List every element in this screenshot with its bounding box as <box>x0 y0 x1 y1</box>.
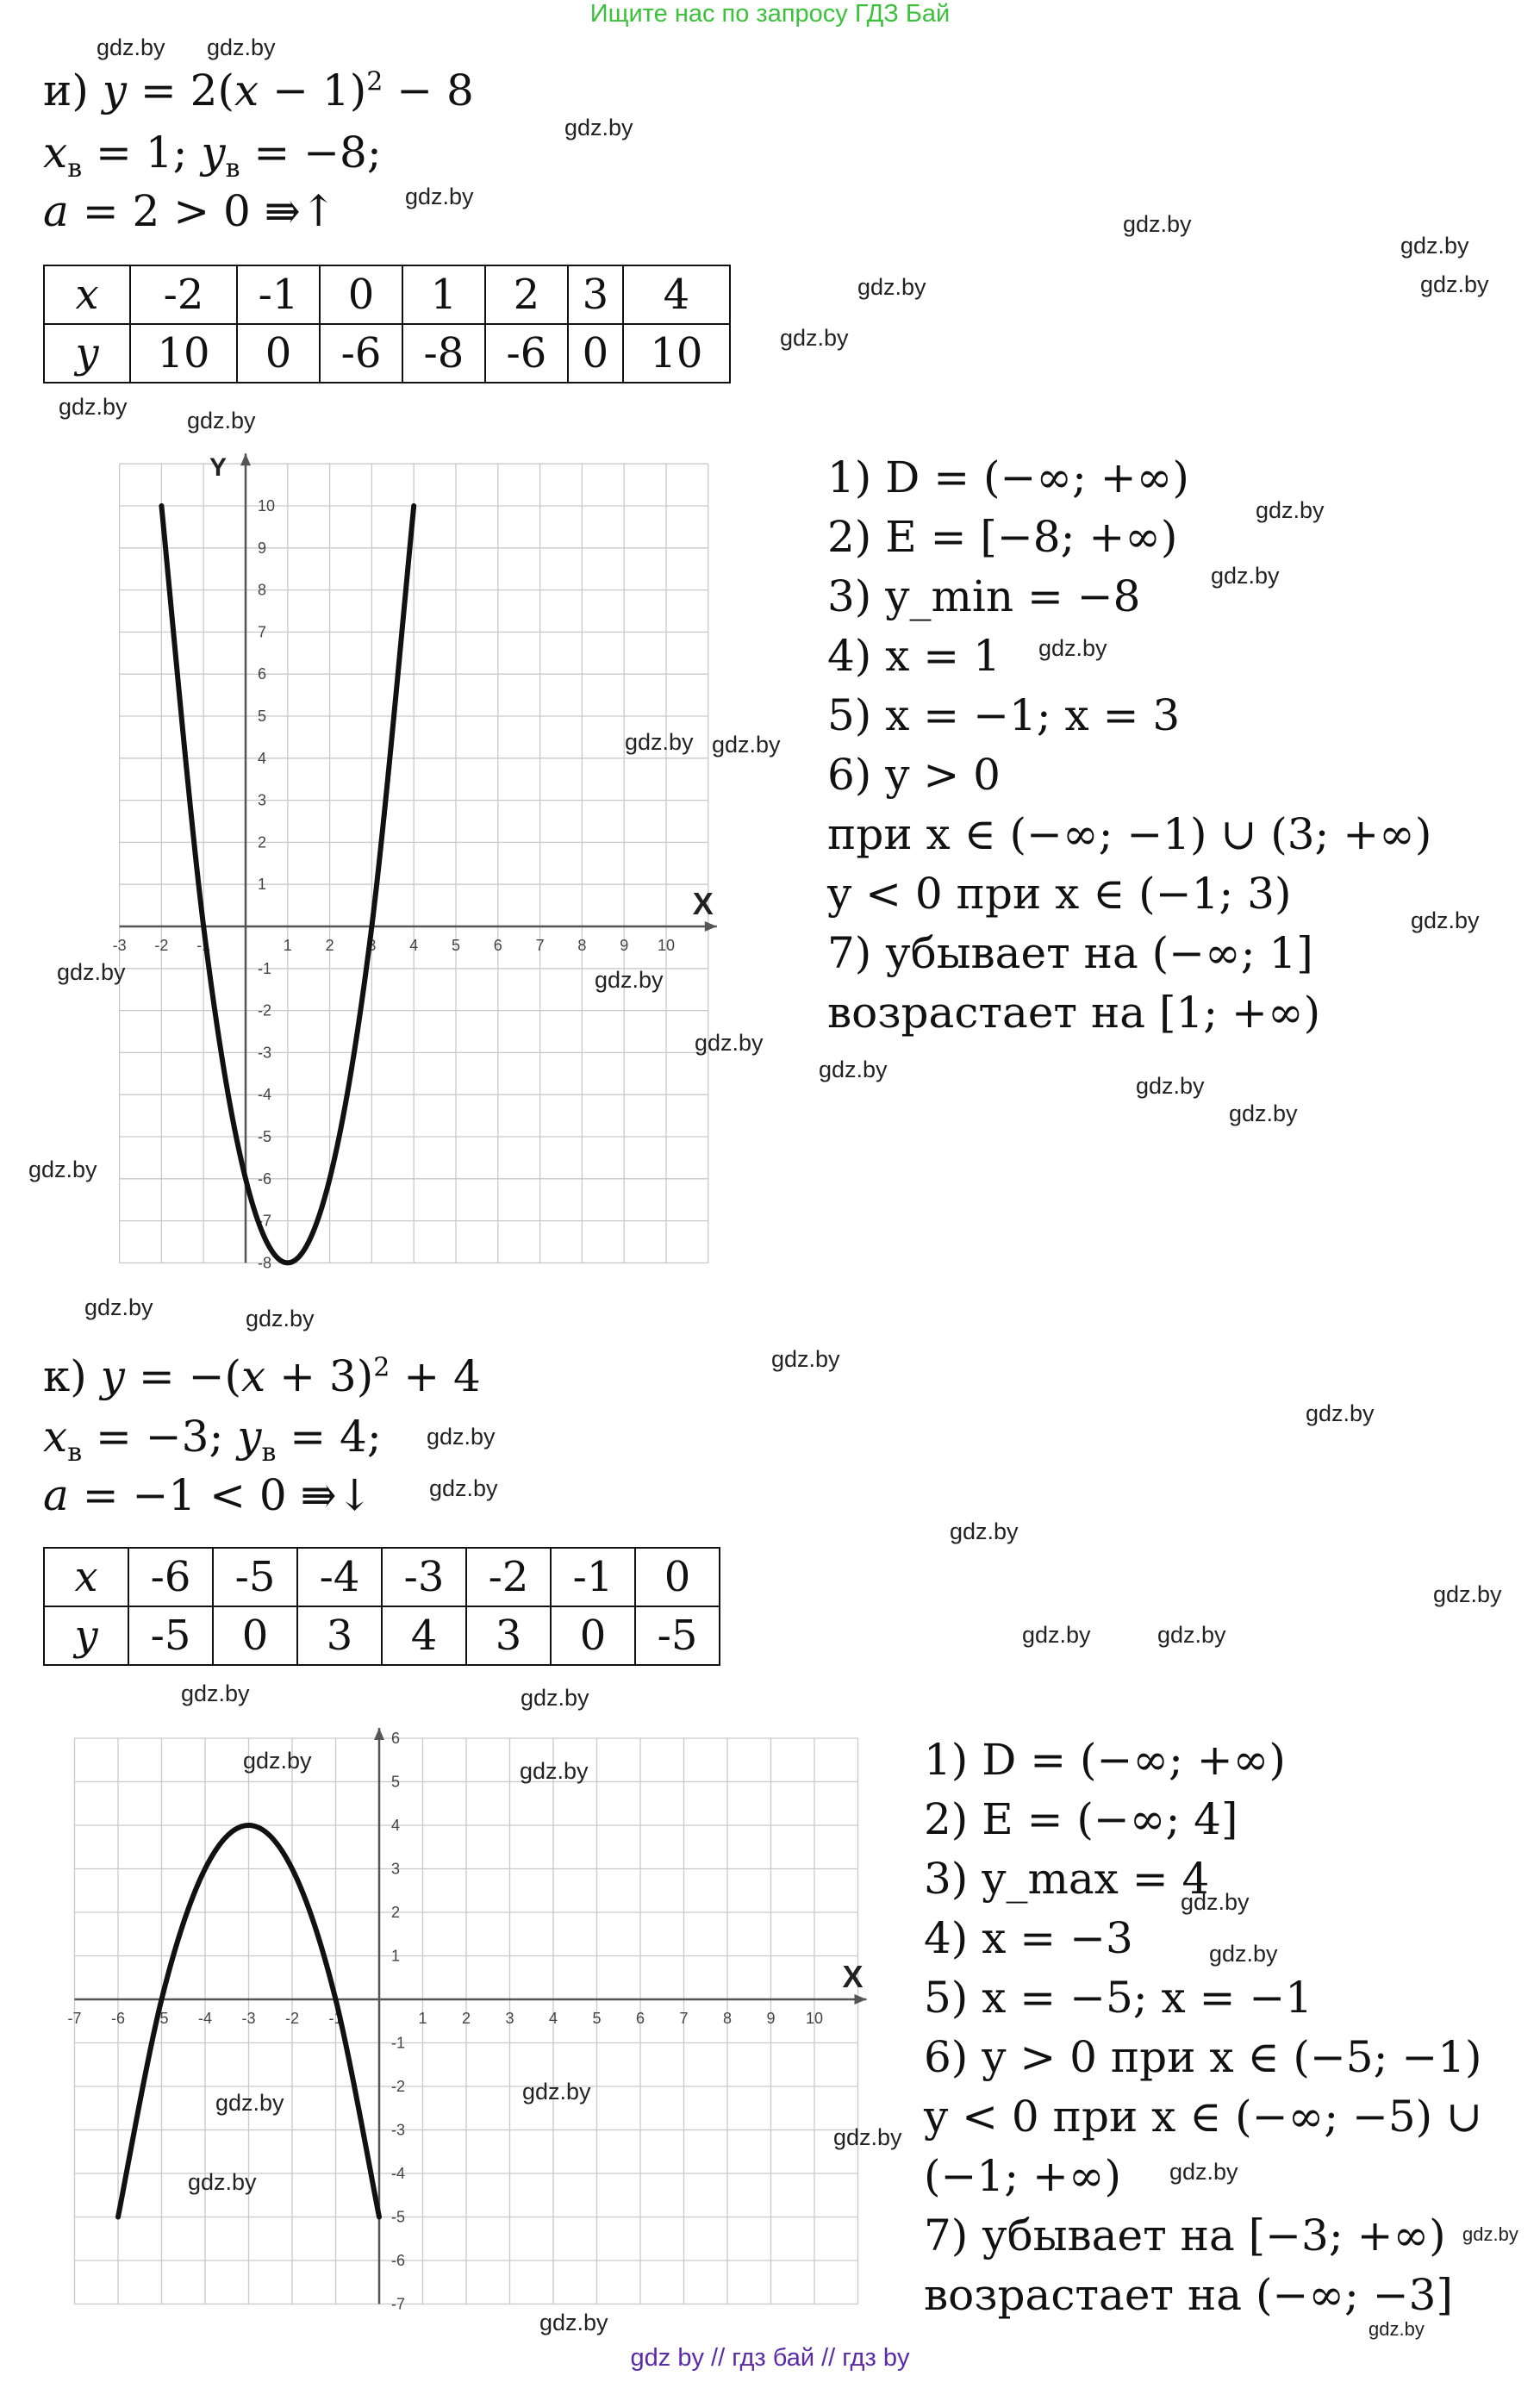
part-i-properties <box>827 448 1431 1043</box>
watermark: gdz.by <box>564 115 633 140</box>
property-line: 2) E = [−8; +∞) <box>827 512 1178 562</box>
y-tick-label: 5 <box>258 708 267 725</box>
y-tick-label: -3 <box>258 1044 272 1062</box>
table-header-x: x <box>44 265 130 324</box>
y-tick-label: 10 <box>258 497 276 514</box>
table-cell: 3 <box>297 1606 382 1665</box>
x-tick-label: 9 <box>620 937 629 954</box>
table-cell: -8 <box>402 324 485 383</box>
y-tick-label: -4 <box>391 2165 406 2182</box>
watermark: gdz.by <box>28 1157 97 1182</box>
table-row-x <box>44 1548 720 1606</box>
y-tick-label: 3 <box>258 791 267 809</box>
table-header-x: x <box>44 1548 128 1606</box>
watermark: gdz.by <box>1433 1581 1502 1607</box>
x-axis-arrow <box>705 921 717 932</box>
x-tick-label: 10 <box>805 2010 824 2027</box>
y-axis-label: Y <box>209 453 228 483</box>
watermark: gdz.by <box>405 184 474 209</box>
watermark: gdz.by <box>950 1518 1019 1544</box>
x-tick-label: -7 <box>67 2010 82 2027</box>
header-banner: Ищите нас по запросу ГДЗ Бай <box>589 0 951 28</box>
x-tick-label: 10 <box>657 937 676 954</box>
part-i-value-table <box>43 265 731 383</box>
property-line: 4) x = 1 <box>827 631 1001 681</box>
x-tick-label: 8 <box>577 937 587 954</box>
y-tick-label: -3 <box>391 2121 406 2139</box>
watermark: gdz.by <box>215 2090 284 2116</box>
y-tick-label: -1 <box>391 2034 406 2052</box>
part-k-properties <box>924 1730 1482 2325</box>
y-tick-label: -7 <box>258 1212 272 1230</box>
watermark: gdz.by <box>1123 211 1192 237</box>
y-tick-label: -1 <box>258 959 272 977</box>
table-cell: 0 <box>568 324 623 383</box>
y-tick-label: -6 <box>391 2252 406 2269</box>
x-tick-label: 1 <box>283 937 292 954</box>
watermark: gdz.by <box>857 274 926 300</box>
y-tick-label: -8 <box>258 1254 272 1272</box>
watermark: gdz.by <box>243 1748 312 1774</box>
table-cell: 10 <box>623 324 730 383</box>
x-tick-label: 6 <box>493 937 502 954</box>
x-tick-label: 7 <box>535 937 545 954</box>
part-i-vertex: $x_в = 1$; $y_в = -8$; <box>43 128 382 184</box>
x-tick-label: 8 <box>722 2010 733 2027</box>
table-cell: 0 <box>551 1606 635 1665</box>
table-cell: -5 <box>213 1548 297 1606</box>
table-cell: 0 <box>635 1548 720 1606</box>
table-header-y: y <box>44 1606 128 1665</box>
table-cell: 0 <box>237 324 320 383</box>
watermark: gdz.by <box>187 408 256 433</box>
y-axis-arrow <box>240 453 251 465</box>
y-tick-label: 5 <box>391 1773 401 1791</box>
table-cell: -5 <box>128 1606 213 1665</box>
watermark: gdz.by <box>1022 1622 1091 1648</box>
y-axis-arrow <box>374 1728 384 1740</box>
x-tick-label: 5 <box>592 2010 602 2027</box>
x-tick-label: -6 <box>110 2010 126 2027</box>
y-tick-label: -2 <box>258 1001 272 1020</box>
y-tick-label: 8 <box>258 581 267 599</box>
part-k-value-table <box>43 1547 720 1666</box>
table-cell: 3 <box>466 1606 551 1665</box>
x-tick-label: -3 <box>241 2010 256 2027</box>
part-i-coefficient: a = 2 > 0 ⇛↑ <box>43 186 337 236</box>
x-tick-label: 5 <box>451 937 461 954</box>
watermark: gdz.by <box>427 1424 496 1450</box>
part-i-equation: и) $y = 2(x - 1)^2 - 8$ <box>43 65 474 115</box>
x-tick-label: 2 <box>325 937 334 954</box>
x-axis-label: X <box>692 886 714 921</box>
table-cell: -6 <box>485 324 568 383</box>
watermark: gdz.by <box>1209 1941 1278 1967</box>
x-tick-label: 7 <box>679 2010 689 2027</box>
part-k-graph <box>52 1724 883 2318</box>
property-line: y < 0 при x ∈ (−∞; −5) ∪ <box>924 2092 1482 2142</box>
property-line: возрастает на (−∞; −3] <box>924 2270 1453 2320</box>
property-line: (−1; +∞) <box>924 2151 1122 2201</box>
table-cell: -1 <box>237 265 320 324</box>
table-row-y <box>44 1606 720 1665</box>
watermark: gdz.by <box>522 2079 591 2105</box>
watermark: gdz.by <box>97 34 165 60</box>
part-i-graph <box>95 431 741 1301</box>
table-cell: -5 <box>635 1606 720 1665</box>
y-tick-label: 9 <box>258 539 267 557</box>
property-line: 7) убывает на (−∞; 1] <box>827 928 1313 978</box>
y-tick-label: 2 <box>258 833 267 851</box>
y-tick-label: 6 <box>391 1730 401 1747</box>
table-cell: 2 <box>485 265 568 324</box>
watermark: gdz.by <box>1462 2223 1518 2245</box>
watermark: gdz.by <box>1181 1889 1250 1915</box>
x-tick-label: 6 <box>635 2010 645 2027</box>
x-axis-label: X <box>842 1959 864 1994</box>
watermark: gdz.by <box>188 2169 257 2195</box>
watermark: gdz.by <box>246 1306 315 1331</box>
grid <box>120 464 708 1263</box>
property-line: 1) D = (−∞; +∞) <box>924 1735 1286 1785</box>
x-tick-label: -2 <box>284 2010 300 2027</box>
watermark: gdz.by <box>59 394 128 420</box>
y-tick-label: -5 <box>258 1128 272 1145</box>
property-line: 5) x = −5; x = −1 <box>924 1973 1313 2023</box>
watermark: gdz.by <box>520 1758 589 1784</box>
table-cell: -6 <box>320 324 402 383</box>
watermark: gdz.by <box>1136 1073 1205 1099</box>
y-tick-label: -7 <box>391 2295 406 2313</box>
table-row-x <box>44 265 730 324</box>
watermark: gdz.by <box>1369 2318 1425 2340</box>
y-tick-label: 2 <box>391 1904 401 1921</box>
watermark: gdz.by <box>1169 2159 1238 2185</box>
watermark: gdz.by <box>1038 635 1107 661</box>
footer-banner[interactable]: gdz by // гдз бай // гдз by <box>630 2344 910 2372</box>
x-tick-label: 4 <box>548 2010 558 2027</box>
property-line: 2) E = (−∞; 4] <box>924 1794 1238 1844</box>
y-tick-label: 1 <box>258 876 267 894</box>
table-cell: -3 <box>382 1548 466 1606</box>
watermark: gdz.by <box>625 729 694 755</box>
y-tick-label: 6 <box>258 665 267 683</box>
table-header-y: y <box>44 324 130 383</box>
x-tick-label: 1 <box>418 2010 427 2027</box>
watermark: gdz.by <box>1411 907 1480 933</box>
x-tick-label: 4 <box>409 937 419 954</box>
y-tick-label: 1 <box>391 1947 401 1965</box>
x-tick-label: 2 <box>461 2010 471 2027</box>
table-cell: -1 <box>551 1548 635 1606</box>
x-tick-label: 3 <box>505 2010 514 2027</box>
watermark: gdz.by <box>695 1030 764 1056</box>
table-cell: 1 <box>402 265 485 324</box>
watermark: gdz.by <box>1306 1400 1375 1426</box>
watermark: gdz.by <box>1211 563 1280 589</box>
watermark: gdz.by <box>1256 497 1325 523</box>
watermark: gdz.by <box>1157 1622 1226 1648</box>
y-tick-label: 4 <box>258 749 267 767</box>
property-line: 1) D = (−∞; +∞) <box>827 452 1189 502</box>
property-line: 3) y_min = −8 <box>827 571 1141 621</box>
table-row-y <box>44 324 730 383</box>
watermark: gdz.by <box>595 967 664 993</box>
y-tick-label: -6 <box>258 1169 272 1188</box>
part-k-equation: к) $y = -(x + 3)^2 + 4$ <box>43 1351 481 1401</box>
watermark: gdz.by <box>1400 233 1469 259</box>
watermark: gdz.by <box>712 732 781 758</box>
watermark: gdz.by <box>833 2124 902 2150</box>
table-cell: 10 <box>130 324 237 383</box>
watermark: gdz.by <box>1420 271 1489 297</box>
table-cell: 0 <box>320 265 402 324</box>
property-line: возрастает на [1; +∞) <box>827 988 1321 1038</box>
watermark: gdz.by <box>819 1057 888 1082</box>
part-k-coefficient: a = −1 < 0 ⇛↓ <box>43 1470 373 1520</box>
property-line: 4) x = −3 <box>924 1913 1133 1963</box>
property-line: 6) y > 0 <box>827 750 1001 800</box>
x-axis-arrow <box>855 1994 867 2005</box>
x-tick-label: -4 <box>197 2010 213 2027</box>
y-tick-label: 3 <box>391 1860 401 1878</box>
watermark: gdz.by <box>780 325 849 351</box>
table-cell: 4 <box>382 1606 466 1665</box>
table-cell: 4 <box>623 265 730 324</box>
property-line: y < 0 при x ∈ (−1; 3) <box>827 869 1292 919</box>
watermark: gdz.by <box>84 1294 153 1320</box>
y-tick-label: 7 <box>258 623 267 641</box>
x-tick-label: -1 <box>328 2010 343 2027</box>
watermark: gdz.by <box>181 1680 250 1706</box>
x-tick-label: 3 <box>367 937 377 954</box>
property-line: 3) y_max = 4 <box>924 1854 1210 1904</box>
watermark: gdz.by <box>429 1475 498 1501</box>
property-line: 7) убывает на [−3; +∞) <box>924 2211 1446 2260</box>
y-tick-label: 4 <box>391 1817 401 1834</box>
part-k-vertex: $x_в = -3$; $y_в = 4$; <box>43 1412 382 1468</box>
watermark: gdz.by <box>771 1346 840 1372</box>
x-tick-label: -2 <box>154 937 169 954</box>
table-cell: 3 <box>568 265 623 324</box>
y-tick-label: -2 <box>391 2078 406 2095</box>
y-tick-label: -4 <box>258 1086 272 1104</box>
table-cell: 0 <box>213 1606 297 1665</box>
watermark: gdz.by <box>57 959 126 985</box>
watermark: gdz.by <box>521 1685 589 1711</box>
watermark: gdz.by <box>1229 1101 1298 1126</box>
y-tick-label: -5 <box>391 2208 406 2226</box>
x-tick-label: -3 <box>112 937 127 954</box>
property-line: при x ∈ (−∞; −1) ∪ (3; +∞) <box>827 809 1432 859</box>
x-tick-label: -5 <box>154 2010 169 2027</box>
table-cell: -2 <box>130 265 237 324</box>
table-cell: -4 <box>297 1548 382 1606</box>
x-tick-label: 9 <box>766 2010 776 2027</box>
property-line: 6) y > 0 при x ∈ (−5; −1) <box>924 2032 1482 2082</box>
x-tick-label: -1 <box>196 937 211 954</box>
table-cell: -6 <box>128 1548 213 1606</box>
watermark: gdz.by <box>539 2310 608 2335</box>
table-cell: -2 <box>466 1548 551 1606</box>
property-line: 5) x = −1; x = 3 <box>827 690 1181 740</box>
watermark: gdz.by <box>207 34 276 60</box>
